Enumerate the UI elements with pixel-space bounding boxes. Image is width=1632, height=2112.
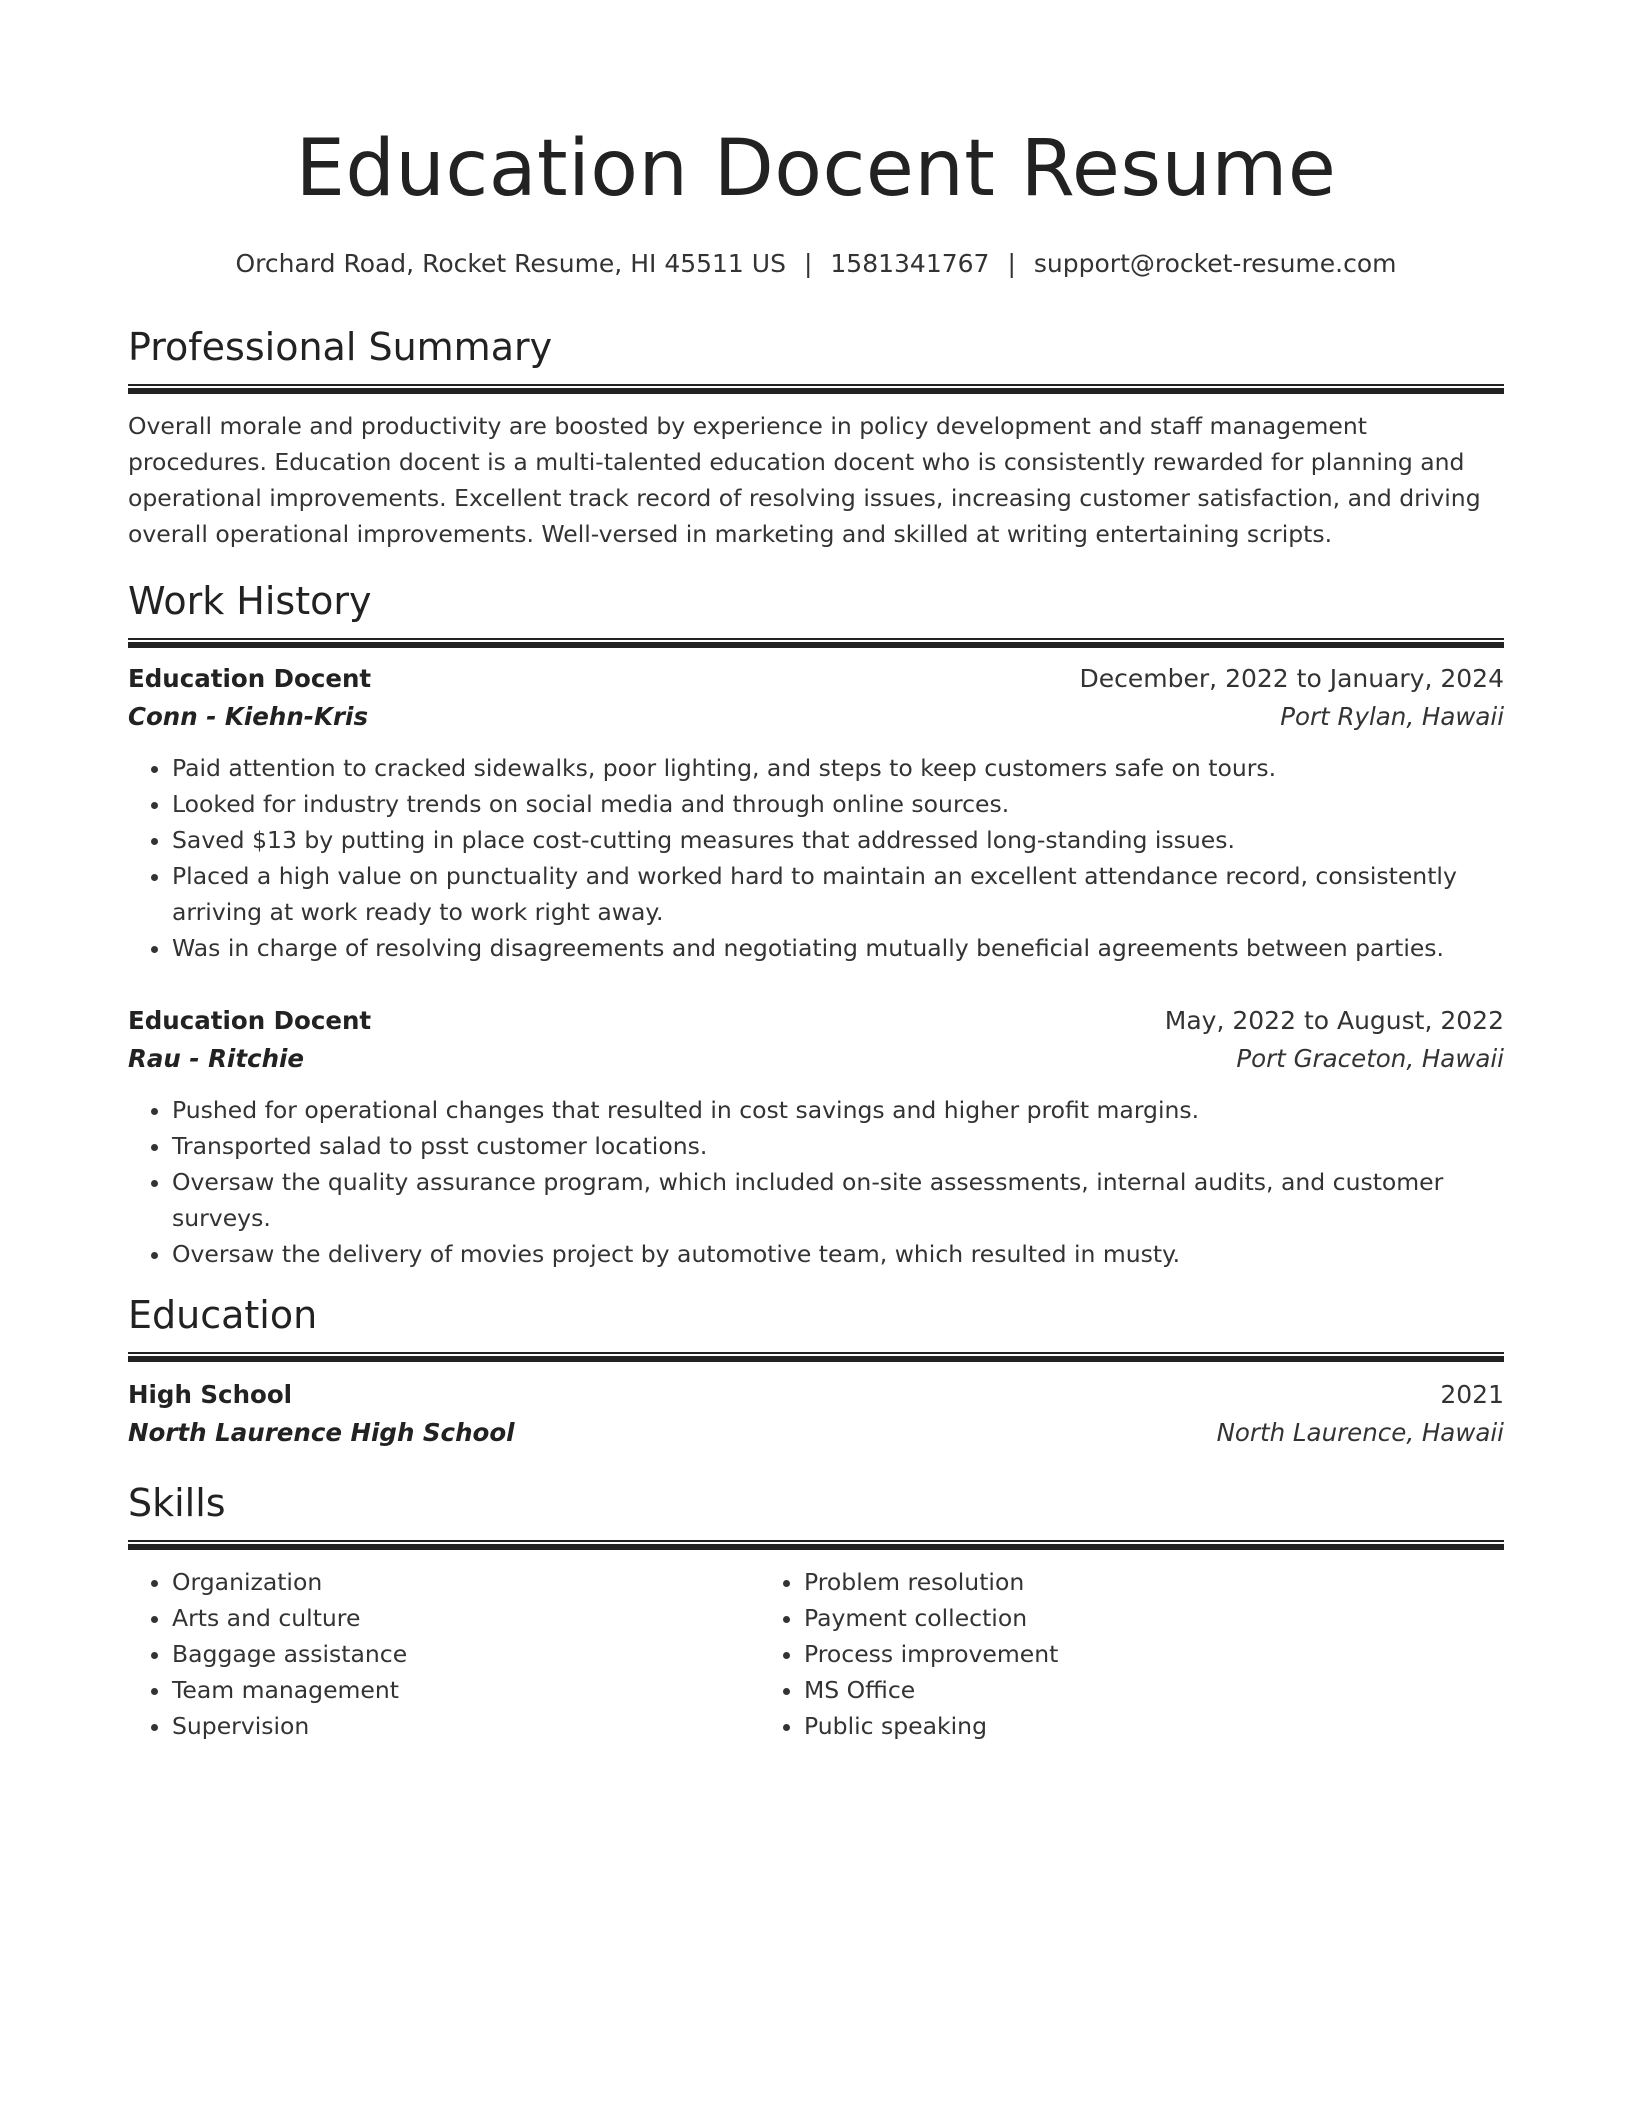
skills-heading: Skills: [128, 1481, 226, 1525]
skills-column-right: [760, 1564, 1504, 1744]
summary-text: Overall morale and productivity are boosted by experience in policy development and staff management procedures. Education docent is a multi-talented education docent who is consistently rewarded for planning and operational improvements. Excellent track record of resolving issues, increasing customer satisfaction, and driving overall operational improvements. Well-versed in marketing and skilled at writing entertaining scripts.: [128, 412, 1481, 548]
resume-title: Education Docent Resume: [295, 124, 1337, 214]
section-divider: [128, 384, 1504, 394]
skill-item: • Supervision: [172, 1708, 760, 1744]
contact-email[interactable]: support@rocket-resume.com: [1033, 249, 1397, 278]
skill-item: • Team management: [172, 1672, 760, 1708]
job-company: Conn - Kiehn-Kris: [128, 702, 369, 731]
job-dates: December, 2022 to January, 2024: [1079, 664, 1504, 693]
education-entry: [128, 1376, 1504, 1452]
job-bullet: • Was in charge of resolving disagreements and negotiating mutually beneficial agreements between parties.: [172, 930, 1504, 966]
job-location: Port Rylan, Hawaii: [1280, 702, 1504, 731]
contact-phone: 1581341767: [830, 249, 990, 278]
job-title: Education Docent: [128, 664, 372, 693]
job-bullet: • Oversaw the delivery of movies project by automotive team, which resulted in musty.: [172, 1236, 1504, 1272]
education-location: North Laurence, Hawaii: [1216, 1418, 1504, 1447]
contact-separator: |: [1007, 249, 1016, 278]
work-history-heading: Work History: [128, 579, 372, 623]
skills-list: [128, 1564, 1504, 1744]
job-bullet: • Saved $13 by putting in place cost-cutting measures that addressed long-standing issues.: [172, 822, 1504, 858]
job-header-row: [128, 1002, 1504, 1040]
education-header-row: [128, 1376, 1504, 1414]
job-bullet: • Placed a high value on punctuality and worked hard to maintain an excellent attendance record, consistently arriving at work ready to work right away.: [172, 858, 1504, 930]
job-header-row: [128, 660, 1504, 698]
job-entry: [128, 660, 1504, 966]
job-bullet: • Oversaw the quality assurance program, which included on-site assessments, internal audits, and customer surveys.: [172, 1164, 1504, 1236]
skill-item: • Public speaking: [804, 1708, 1504, 1744]
job-company: Rau - Ritchie: [128, 1044, 305, 1073]
education-school-row: [128, 1414, 1504, 1452]
section-divider: [128, 1540, 1504, 1550]
contact-separator: |: [803, 249, 813, 278]
education-year: 2021: [1440, 1380, 1504, 1409]
skill-item: • Baggage assistance: [172, 1636, 760, 1672]
job-company-row: [128, 1040, 1504, 1078]
education-school: North Laurence High School: [128, 1418, 515, 1447]
contact-line: [128, 248, 1504, 280]
job-company-row: [128, 698, 1504, 736]
skill-item: • MS Office: [804, 1672, 1504, 1708]
skill-item: • Process improvement: [804, 1636, 1504, 1672]
skill-item: • Arts and culture: [172, 1600, 760, 1636]
job-entry: [128, 1002, 1504, 1272]
job-location: Port Graceton, Hawaii: [1236, 1044, 1504, 1073]
job-title: Education Docent: [128, 1006, 372, 1035]
summary-heading: Professional Summary: [128, 325, 553, 369]
section-divider: [128, 1352, 1504, 1362]
job-bullets: [128, 1092, 1504, 1272]
job-bullets: [128, 750, 1504, 966]
job-bullet: • Transported salad to psst customer locations.: [172, 1128, 1504, 1164]
contact-address: Orchard Road, Rocket Resume, HI 45511 US: [235, 249, 786, 278]
skills-column-left: [128, 1564, 760, 1744]
education-degree: High School: [128, 1380, 293, 1409]
job-bullet: • Paid attention to cracked sidewalks, poor lighting, and steps to keep customers safe on tours.: [172, 750, 1504, 786]
job-dates: May, 2022 to August, 2022: [1164, 1006, 1504, 1035]
job-bullet: • Looked for industry trends on social media and through online sources.: [172, 786, 1504, 822]
skill-item: • Organization: [172, 1564, 760, 1600]
resume-page: [128, 0, 1504, 1744]
education-heading: Education: [128, 1293, 318, 1337]
job-bullet: • Pushed for operational changes that resulted in cost savings and higher profit margins.: [172, 1092, 1504, 1128]
skill-item: • Payment collection: [804, 1600, 1504, 1636]
skill-item: • Problem resolution: [804, 1564, 1504, 1600]
section-divider: [128, 638, 1504, 648]
